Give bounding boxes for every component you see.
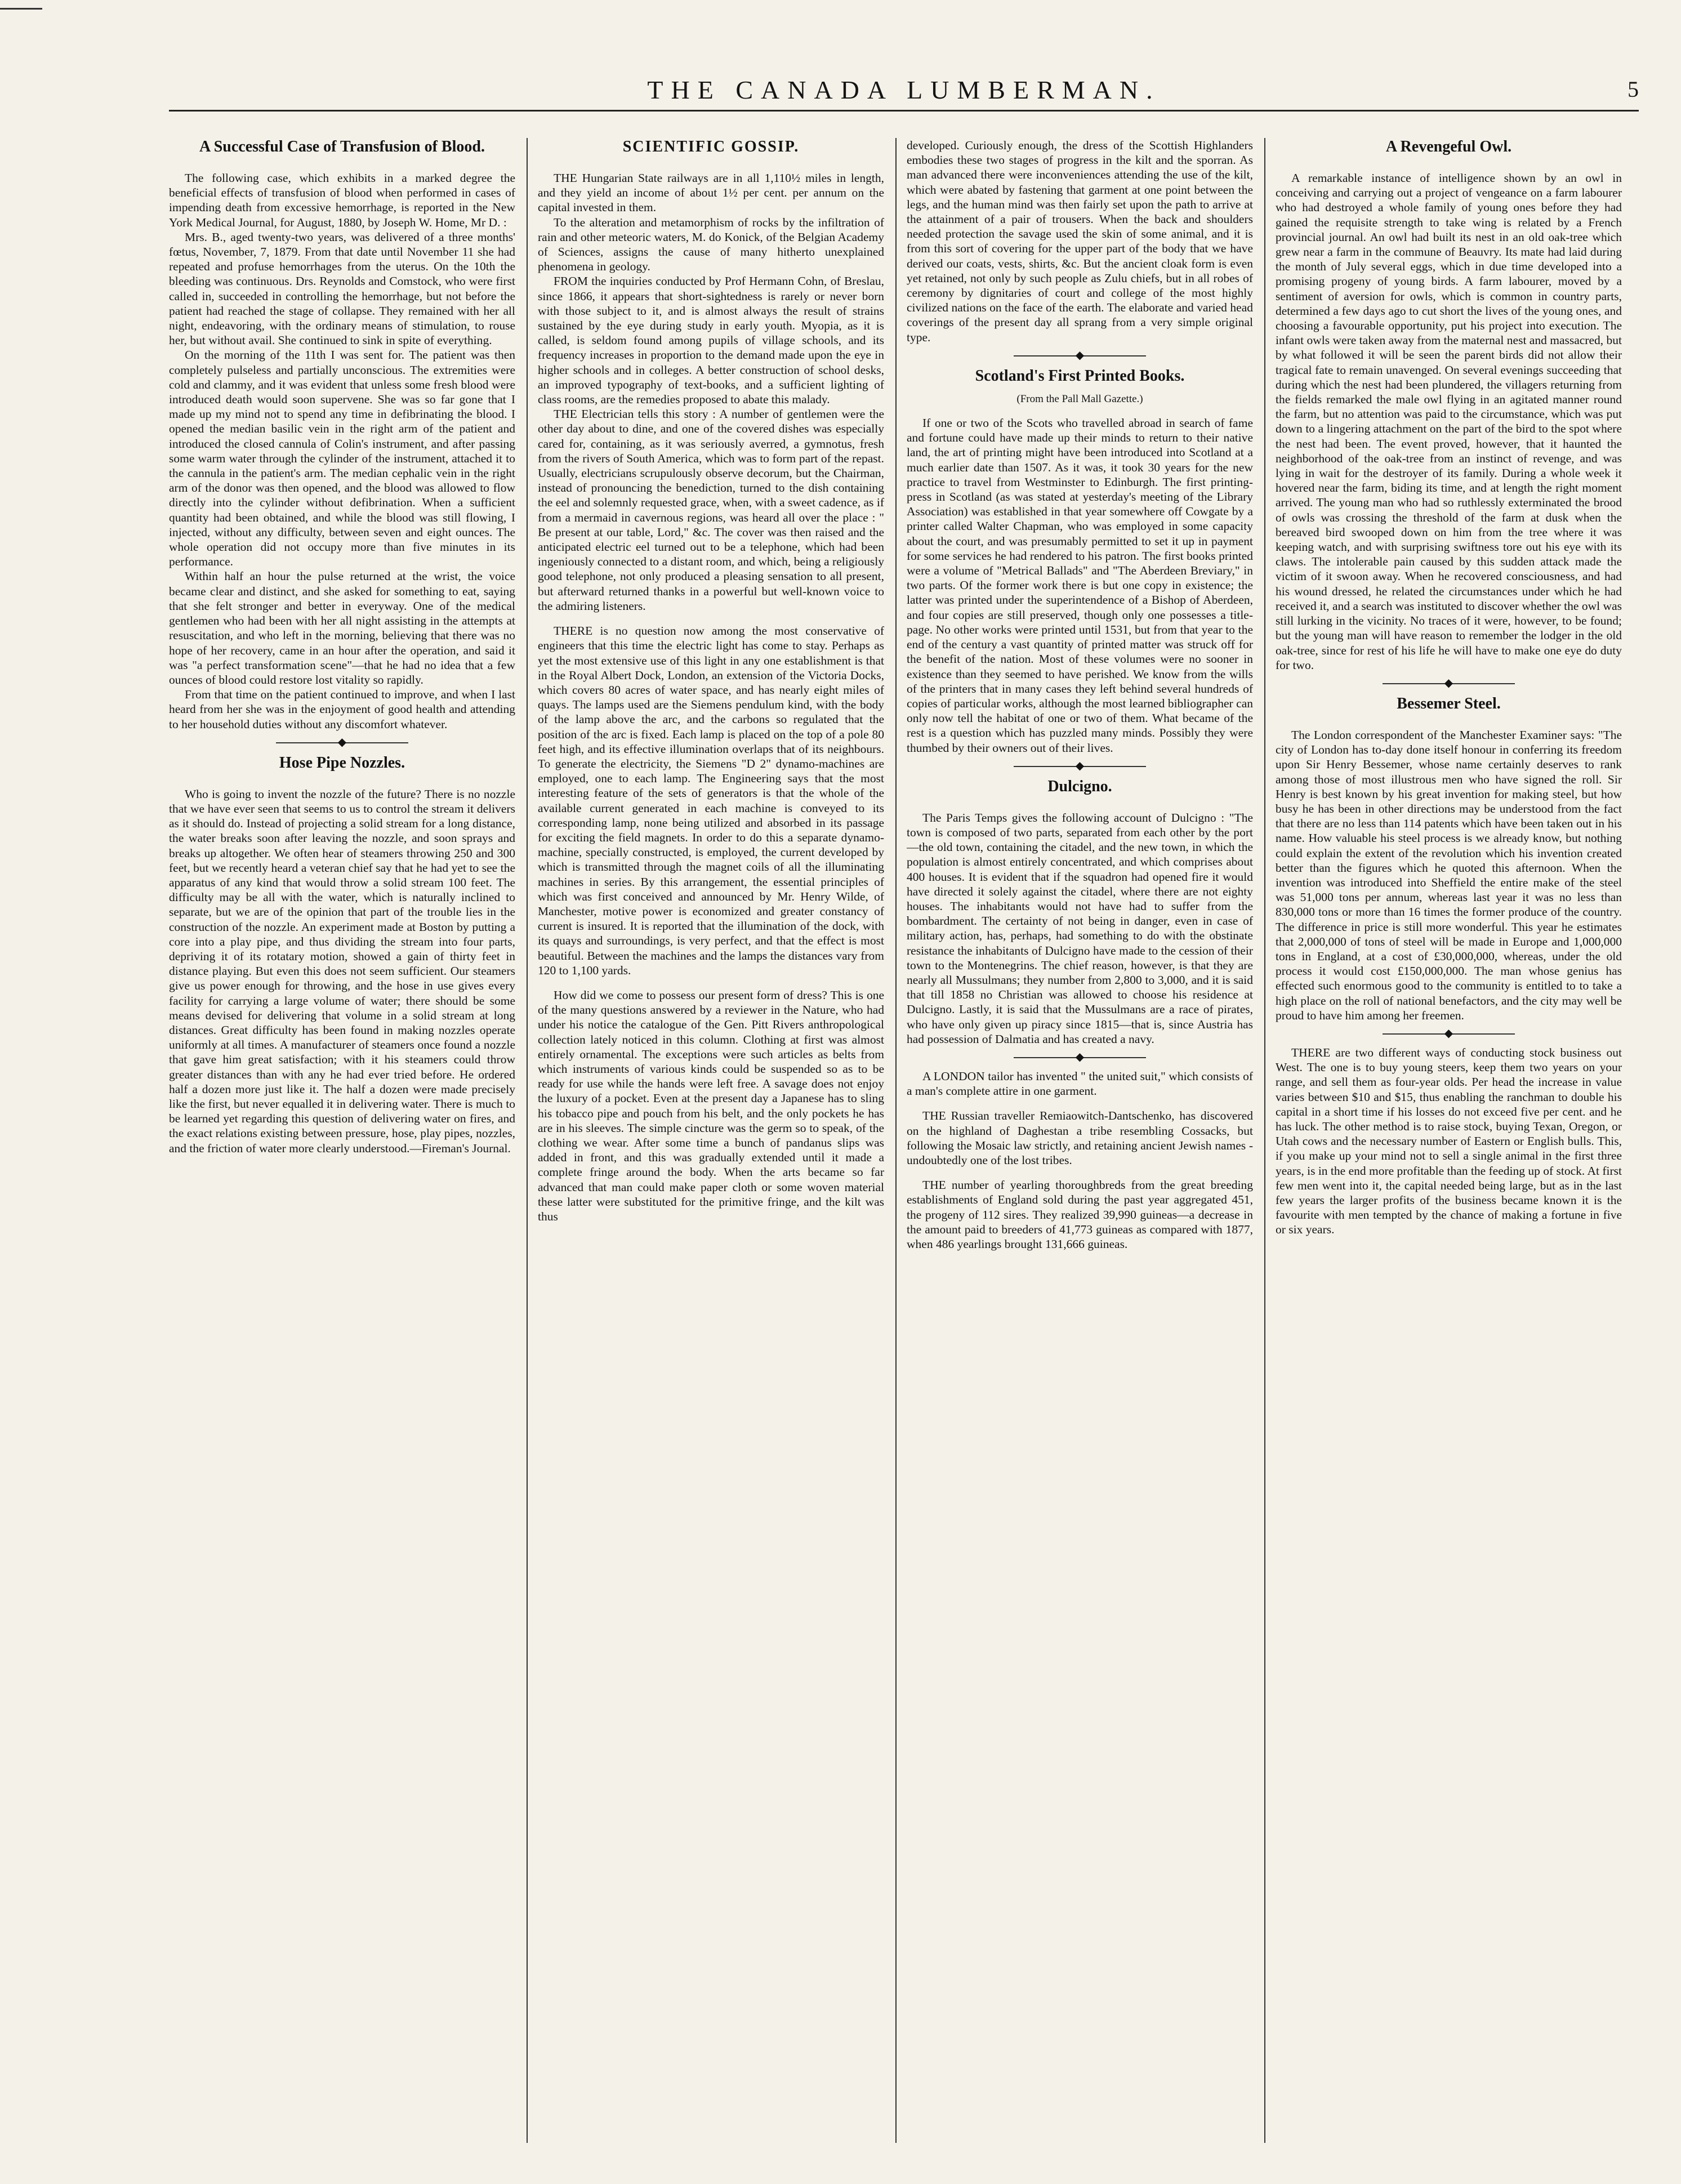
article-paragraph: On the morning of the 11th I was sent for. The patient was then completely pulseless and partially unconscious. The extremities were cold and clammy, and it was evident that unless some fresh blood were introduced death would soon supervene. She was so far gone that I made up my mind not to spend any time in defibrinating the blood. I opened the median basilic vein in the right arm of the patient and introduced the closed cannula of Colin's instrument, and after passing some warm water through the cylinder of the instrument, attached it to the cannula in the patient's arm. The median cephalic vein in the right arm of the donor was then opened, and the blood was allowed to flow directly into the cylinder without defibrination. When a sufficient quantity had been obtained, and while the blood was still flowing, I injected, without any difficulty, between seven and eight ounces. The whole operation did not occupy more than five minutes in its performance. [169,348,515,569]
column-4 [1276,138,1622,2143]
article-scotland-printed-books [907,367,1253,755]
article-paragraph: THE number of yearling thoroughbreds from the great breeding establishments of England sold during the past year aggregated 451, the progeny of 112 sires. They realized 39,990 guineas—a decrease in the amount paid to breeders of 41,773 guineas as compared with 1877, when 486 yearlings brought 131,666 guineas. [907,1178,1253,1251]
article-brief-items [907,1069,1253,1251]
corner-rule [0,8,42,10]
ornamental-separator [907,345,1253,367]
article-paragraph: The following case, which exhibits in a marked degree the beneficial effects of transfusion of blood when performed in cases of impending death from excessive hemorrhage, is reported in the New York Medical Journal, for August, 1880, by Joseph W. Home, Mr D. : [169,171,515,229]
article-headline: A Successful Case of Transfusion of Blood. [199,138,485,155]
paragraph-gap [538,978,884,988]
ornamental-separator [907,755,1253,778]
column-rule [1264,138,1265,2143]
article-paragraph: How did we come to possess our present form of dress? This is one of the many questions answered by a reviewer in the Nature, who had under his notice the catalogue of the Gen. Pitt Rivers anthropological collection lately noticed in this column. Clothing at first was almost entirely ornamental. The exceptions were such articles as belts from which instruments of various kinds could be suspended so as to be ready for use while the hands were left free. A savage does not enjoy the luxury of a pocket. Even at the present day a Japanese has to sling his tobacco pipe and pouch from his belt, and the only pockets he has are in his sleeves. The simple cincture was the germ so to speak, of the clothing we wear. After some time a bunch of pandanus slips was added in front, and this was gradually extended until it made a complete fringe around the body. When the arts became so far advanced that man could make paper cloth or some woven material these latter were substituted for the primitive fringe, and the kilt was thus [538,988,884,1224]
paragraph-gap [538,613,884,623]
page-number: 5 [1628,77,1639,102]
article-paragraph: From that time on the patient continued to improve, and when I last heard from her she was in the enjoyment of good health and attending to her household duties without any discomfort whatever. [169,688,515,731]
article-paragraph: FROM the inquiries conducted by Prof Hermann Cohn, of Breslau, since 1866, it appears that short-sightedness is rarely or never born with those subject to it, and is almost always the result of strains sustained by the eye during study in early youth. Myopia, as it is called, is seldom found among pupils of village schools, and its frequency increases in proportion to the demand made upon the eye in higher schools and in colleges. A better construction of school desks, an improved typography of text-books, and a sufficient lighting of class rooms, are the remedies proposed to abate this malady. [538,274,884,407]
article-hose-pipe-nozzles [169,754,515,1156]
ornamental-separator [1276,1023,1622,1045]
article-paragraph: A remarkable instance of intelligence shown by an owl in conceiving and carrying out a project of vengeance on a farm labourer who had destroyed a whole family of young ones before they had gained the requisite strength to take wing is related by a French provincial journal. An owl had built its nest in an old oak-tree which grew near a farm in the commune of Beauvry. Its mate had laid during the month of July several eggs, which in due time developed into a promising progeny of young birds. A farm labourer, moved by a sentiment of aversion for owls, which is common in country parts, determined a few days ago to cut short the lives of the young ones, and choosing a favourable opportunity, put his project into execution. The infant owls were taken away from the maternal nest and massacred, but by what followed it will be seen the parent birds did not allow their tragical fate to remain unavenged. On several evenings succeeding that during which the nest had been plundered, the villagers returning from the fields remarked the male owl flying in an agitated manner round the farm, but no attention was paid to the circumstance, which was put down to a lingering attachment on the part of the bird to the spot where the nest had been. The event proved, however, that it haunted the neighborhood of the oak-tree from an instinct of revenge, and was lying in wait for the destroyer of its family. During a whole week it hovered near the farm, biding its time, and at length the right moment arrived. The young man who had so ruthlessly exterminated the brood of owls was crossing the threshold of the farm at dusk when the bereaved bird swooped down on him from the tree where it was keeping watch, and with surprising swiftness tore out his eye with its claws. The intolerable pain caused by this sudden attack made the victim of it swoon away. When he recovered consciousness, and had his wound dressed, he related the circumstances under which he had received it, and a search was instituted to discover whether the owl was still lurking in the vicinity. No traces of it were, however, to be found; but the young man will have reason to remember the lodger in the old oak-tree, since for rest of his life he will have to make one eye do duty for two. [1276,171,1622,672]
ornamental-separator [1276,672,1622,695]
article-scientific-gossip [538,138,884,1224]
article-stock-business [1276,1045,1622,1237]
article-paragraph: Within half an hour the pulse returned at the wrist, the voice became clear and distinct, and she asked for something to eat, saying that she felt stronger and better in everyway. One of the medical gentlemen who had been with her all night assisting in the attempts at resuscitation, and who left in the morning, believing that there was no hope of her recovery, came in an hour after the operation, and said it was "a perfect transformation scene"—that he had no idea that a few ounces of blood could restore lost vitality so rapidly. [169,569,515,687]
article-paragraph: THE Russian traveller Remiaowitch-Dantschenko, has discovered on the highland of Daghestan a tribe resembling Cossacks, but following the Mosaic law strictly, and retaining ancient Jewish names - undoubtedly one of the lost tribes. [907,1109,1253,1167]
article-source-line: (From the Pall Mall Gazette.) [1016,393,1143,405]
ornamental-separator [907,1046,1253,1069]
ornamental-separator [169,732,515,754]
article-headline: Hose Pipe Nozzles. [279,754,405,772]
column-3 [907,138,1253,2143]
article-headline: Scotland's First Printed Books. [975,367,1185,385]
article-dulcigno [907,778,1253,1046]
masthead [169,70,1639,112]
article-paragraph: THERE is no question now among the most conservative of engineers that this time the electric light has come to stay. Perhaps as yet the most extensive use of this light in any one establishment is that in the Royal Albert Dock, London, an extension of the Victoria Docks, which covers 80 acres of water space, and has nearly eight miles of quays. The lamps used are the Siemens pendulum kind, with the body of the lamp above the arc, and the carbons so regulated that the position of the arc is fixed. Each lamp is placed on the top of a pole 80 feet high, and its effective illumination overlaps that of its neighbours. To generate the electricity, the Siemens "D 2" dynamo-machines are employed, one to each lamp. The Engineering says that the most interesting feature of the sets of generators is that the whole of the available current generated in each machine is conveyed to its corresponding lamp, none being utilized and absorbed in its passage for exciting the field magnets. In order to do this a separate dynamo-machine, specially constructed, is employed, the current developed by which is transmitted through the magnet coils of all the illuminating machines in series. By this arrangement, the essential principles of which was first conceived and announced by Mr. Henry Wilde, of Manchester, motive power is economized and greater constancy of current is insured. It is reported that the illumination of the dock, with its quays and surroundings, is very perfect, and that the effect is most beautiful. Between the machines and the lamps the distances vary from 120 to 1,100 yards. [538,624,884,977]
column-2 [538,138,884,2143]
paragraph-gap [907,1167,1253,1178]
article-transfusion [169,138,515,732]
column-rule [527,138,528,2143]
article-paragraph: The Paris Temps gives the following account of Dulcigno : "The town is composed of two parts, separated from each other by the port—the old town, containing the citadel, and the new town, in which the population is almost entirely concentrated, and which comprises about 400 houses. It is evident that if the squadron had opened fire it would have directed it solely against the citadel, where there are not eighty houses. The inhabitants would not have had to suffer from the bombardment. The certainty of not being in danger, even in case of military action, has, perhaps, had something to do with the obstinate resistance the inhabitants of Dulcigno have made to the cession of their town to the Montenegrins. The chief reason, however, is that they are nearly all Mussulmans; they number from 2,800 to 3,000, and it is said that till 1858 no Christian was allowed to choose his residence at Dulcigno. Lastly, it is said that the Mussulmans are a race of pirates, who have only given up piracy since 1815—that is, since Austria has had possession of Dalmatia and has created a navy. [907,810,1253,1046]
article-headline: SCIENTIFIC GOSSIP. [622,138,800,155]
article-paragraph: THE Hungarian State railways are in all 1,110½ miles in length, and they yield an income of about 1½ per cent. per annum on the capital invested in them. [538,171,884,215]
column-rule [895,138,897,2143]
article-paragraph: developed. Curiously enough, the dress of the Scottish Highlanders embodies these two stages of progress in the kilt and the sporran. As man advanced there were inconveniences attending the use of the kilt, which were abated by fastening that garment at one point between the legs, and the human mind was then fairly set upon the path to arrive at the attainment of a pair of trousers. When the back and shoulders needed protection the savage used the skin of some animal, and it is from this sort of covering for the upper part of the body that we have derived our coats, vests, shirts, &c. But the ancient cloak form is even yet retained, not only by such people as Zulu chiefs, but in all robes of ceremony by dignitaries of court and college of the most highly civilized nations on the face of the earth. The elaborate and varied head coverings of the present day all sprang from a very simple original type. [907,139,1253,344]
article-paragraph: A LONDON tailor has invented " the united suit," which consists of a man's complete attire in one garment. [907,1069,1253,1098]
article-paragraph: To the alteration and metamorphism of rocks by the infiltration of rain and other meteoric waters, M. do Konick, of the Belgian Academy of Sciences, assigns the cause of many hitherto unexplained phenomena in geology. [538,215,884,274]
paragraph-gap [907,1098,1253,1108]
article-headline: A Revengeful Owl. [1385,138,1512,155]
article-dress-continued [907,138,1253,345]
article-revengeful-owl [1276,138,1622,672]
article-paragraph: The London correspondent of the Manchester Examiner says: "The city of London has to-day done itself honour in conferring its freedom upon Sir Henry Bessemer, whose name certainly deserves to rank among those of most illustrous men who have signed the roll. Sir Henry is best known by his great invention for making steel, but how busy he has been in other directions may be understood from the fact that there are no less than 114 patents which have been taken out in his name. How valuable his steel process is we already know, but nothing could explain the extent of the revolution which his invention created better than the figures which he quoted this afternoon. When the invention was introduced into Sheffield the entire make of the steel was 51,000 tons per annum, whereas last year it was no less than 830,000 tons or more than 16 times the former produce of the country. The difference in price is still more wonderful. This year he estimates that 2,000,000 of tons of steel will be made in Europe and 1,000,000 tons in England, at a cost of £30,000,000, whereas, under the old process it would cost £150,000,000. The man whose genius has effected such enormous good to the community is entitled to to take a high place on the roll of national benefactors, and the city may well be proud to have him among her freemen. [1276,728,1622,1022]
article-headline: Bessemer Steel. [1397,694,1501,712]
article-paragraph: THERE are two different ways of conducting stock business out West. The one is to buy young steers, keep them two years on your range, and sell them as four-year olds. Per head the increase in value varies between $10 and $15, thus enabling the ranchman to double his capital in a short time if his losses do not exceed five per cent. and he has luck. The other method is to raise stock, buying Texan, Oregon, or Utah cows and the necessary number of Eastern or English bulls. This, if you make up your mind not to sell a single animal in the first three years, is in the end more profitable than the feeding up of stock. At first few men went into it, the capital needed being large, but as in the last few years the larger profits of the business became known it is the favourite with men tempted by the chance of making a fortune in five or six years. [1276,1045,1622,1237]
column-1 [169,138,515,2143]
article-paragraph: Who is going to invent the nozzle of the future? There is no nozzle that we have ever seen that seems to us to control the stream it delivers as it should do. Instead of projecting a solid stream for a long distance, the water breaks soon after leaving the nozzle, and soon sprays and breaks up altogether. We often hear of steamers throwing 250 and 300 feet, but we recently heard a veteran chief say that he had yet to see the apparatus of any kind that would throw a solid stream 100 feet. The difficulty may be all with the water, which is naturally inclined to separate, but we are of the opinion that part of the trouble lies in the construction of the nozzle. An experiment made at Boston by putting a core into a play pipe, and thus dividing the stream into four parts, depriving it of its rotatary motion, showed a gain of thirty feet in distance playing. But even this does not seem sufficient. Our steamers give us power enough for throwing, and the hose in use gives every facility for carrying a large volume of water; there should be some means devised for delivering that volume in a solid stream at long distances. Great difficulty has been found in making nozzles operate uniformly at all times. A manufacturer of steamers once found a nozzle that gave him great satisfaction; with it his steamers could throw greater distances than with any he had ever tried before. He ordered half a dozen more just like it. The half a dozen were made precisely like the first, but never equalled it in delivering water. There is much to be learned yet regarding this question of delivering water on fires, and the exact relations existing between pressure, hose, play pipes, nozzles, and the friction of water more clearly understood.—Fireman's Journal. [169,787,515,1155]
article-paragraph: THE Electrician tells this story : A number of gentlemen were the other day about to dine, and one of the covered dishes was especially cared for, containing, as it was seriously averred, a gymnotus, fresh from the rivers of South America, which was to form part of the repast. Usually, electricians scrupulously observe decorum, but the Chairman, instead of pronouncing the benediction, turned to the dish containing the eel and solemnly requested grace, when, with a sweet cadence, as if from a mermaid in cavernous regions, was heard all over the place : " Be present at our table, Lord," &c. The cover was then raised and the anticipated electric eel turned out to be a telephone, which had been ingeniously connected to a distant room, and which, being a religiously good telephone, not only produced a pleasing sensation to all present, but afterward returned thanks in a powerful but well-known voice to the admiring listeners. [538,407,884,613]
article-paragraph: If one or two of the Scots who travelled abroad in search of fame and fortune could have made up their minds to return to their native land, the art of printing might have been introduced into Scotland at a much earlier date than 1507. As it was, it took 30 years for the new practice to travel from Westminster to Edinburgh. The first printing-press in Scotland (as was stated at yesterday's meeting of the Library Association) was established in that year somewhere off Cowgate by a printer called Walter Chapman, who was employed in some capacity about the court, and was presumably permitted to set it up in payment for some services he had rendered to his patron. The first books printed were a volume of "Metrical Ballads" and "The Aberdeen Breviary," in two parts. Of the former work there is but one copy in existence; the latter was printed under the superintendence of a Bishop of Aberdeen, and four copies are still preserved, though only one possesses a title-page. No other works were printed until 1531, but from that year to the end of the century a vast quantity of printed matter was struck off for the benefit of the nation. Most of these volumes were no sooner in existence than they seemed to have perished. We know from the wills of the printers that in many cases they left behind several hundreds of copies of particular works, although the most learned bibliographer can only now tell the habitat of one or two of them. What became of the rest is a question which has puzzled many minds. Possibly they were thumbed by their owners out of their lives. [907,416,1253,755]
article-bessemer-steel [1276,695,1622,1023]
article-paragraph: Mrs. B., aged twenty-two years, was delivered of a three months' fœtus, November, 7, 1879. From that date until November 11 she had repeated and profuse hemorrhages from the uterus. On the 10th the bleeding was continuous. Drs. Reynolds and Comstock, who were first called in, succeeded in controlling the hemorrhage, but not before the patient had reached the stage of collapse. They remained with her all night, endeavoring, with the ordinary means of stimulation, to rouse her, but without avail. She continued to sink in spite of everything. [169,230,515,347]
article-headline: Dulcigno. [1047,777,1112,795]
newspaper-title: THE CANADA LUMBERMAN. [647,75,1161,104]
